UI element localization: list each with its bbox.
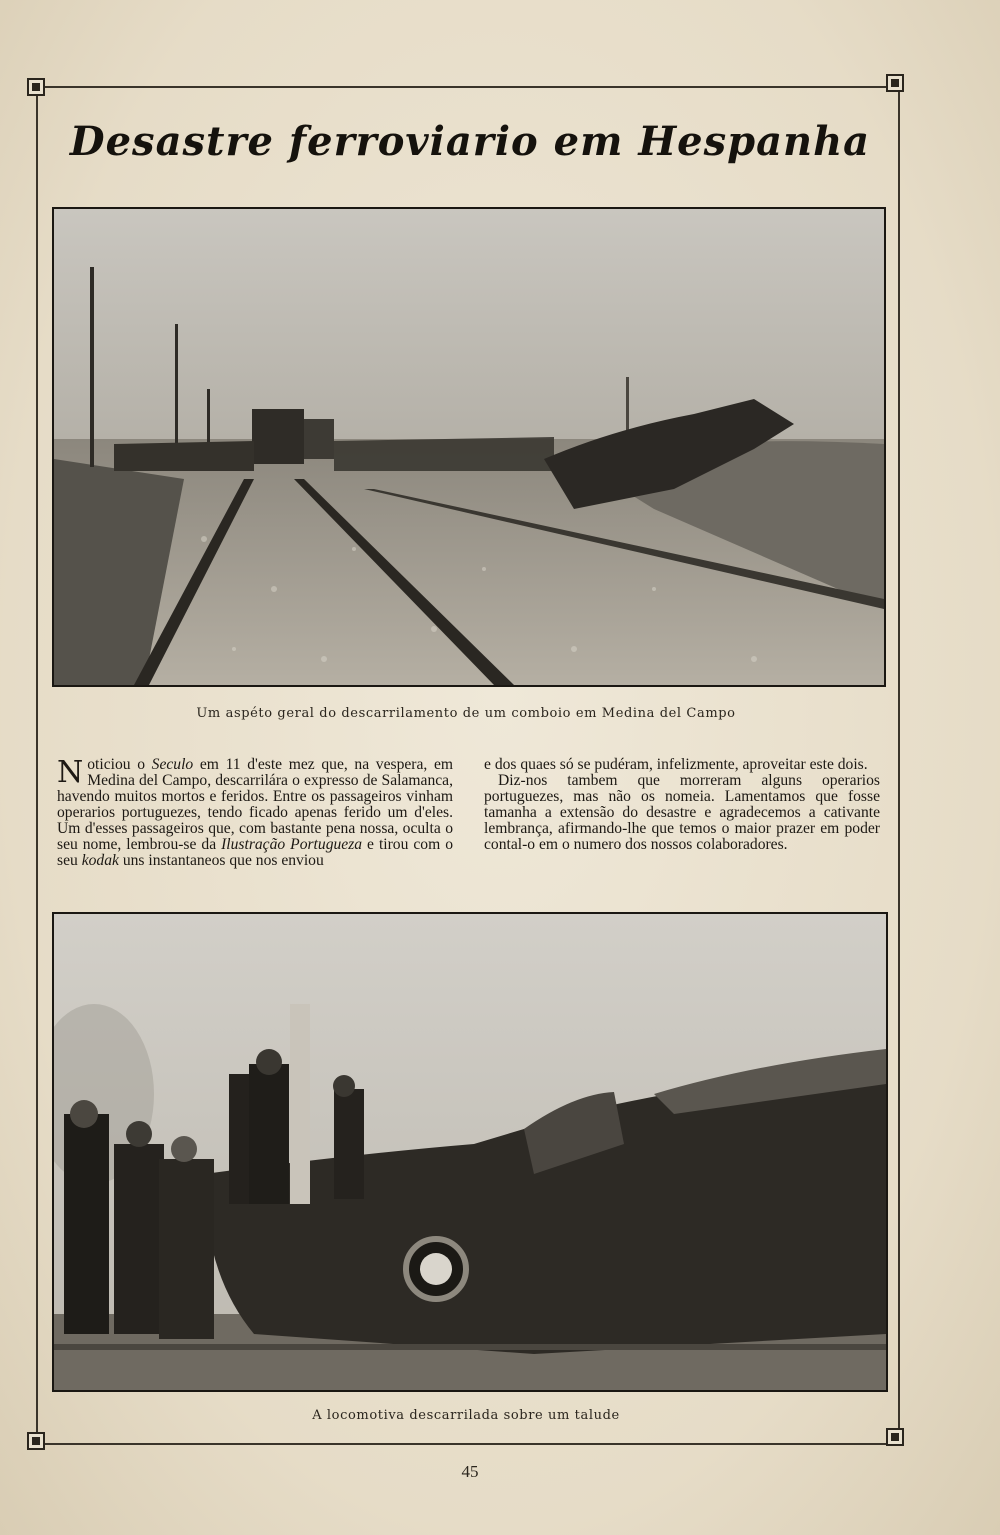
article-text: uns instantaneos que nos enviou bbox=[118, 852, 324, 869]
corner-ornament-top-left bbox=[27, 78, 45, 96]
corner-ornament-bottom-right bbox=[886, 1428, 904, 1446]
page-number: 45 bbox=[461, 1462, 479, 1481]
photo-caption-derailment: Um aspéto geral do descarrilamento de um comboio em Medina del Campo bbox=[196, 706, 736, 721]
corner-ornament-top-right bbox=[886, 74, 904, 92]
magazine-name: Ilustração Portugueza bbox=[221, 836, 363, 853]
article-text: e tirou com o seu bbox=[57, 836, 453, 869]
camera-name: kodak bbox=[81, 852, 119, 869]
article-paragraph bbox=[57, 757, 453, 869]
corner-ornament-bottom-left bbox=[27, 1432, 45, 1450]
article-paragraph: Diz-nos tambem que morreram alguns operarios portuguezes, mas não os nomeia. Lamentamos que fosse tamanha a extensão do desastre e agradecemos a cativante lembrança, afirmando-lhe que temos o maior prazer em poder contal-o em o numero dos nossos colaboradores. bbox=[484, 772, 880, 853]
article-text: em 11 d'este mez que, na vespera, em Medina del Campo, descarrilára o expresso de Salamanca, havendo muitos mortos e feridos. Entre os passageiros vinham operarios portuguezes, tendo ficado apenas ferido um d'eles. Um d'esses passageiros que, com bastante pena nossa, oculta o seu nome, lembrou-se da bbox=[57, 756, 453, 853]
photo-locomotive-embankment bbox=[52, 912, 888, 1392]
article-column-right bbox=[484, 757, 880, 853]
drop-cap: N bbox=[57, 755, 84, 790]
article-text: oticiou o bbox=[87, 756, 152, 773]
newspaper-name: Seculo bbox=[151, 756, 194, 773]
photo-caption-locomotive: A locomotiva descarrilada sobre um talude bbox=[312, 1408, 620, 1423]
article-title: Desastre ferroviario em Hespanha bbox=[69, 118, 871, 165]
article-column-left bbox=[57, 757, 453, 869]
photo-derailment-general-view bbox=[52, 207, 886, 687]
article-paragraph: e dos quaes só se pudéram, infelizmente, aproveitar este dois. bbox=[484, 756, 868, 773]
